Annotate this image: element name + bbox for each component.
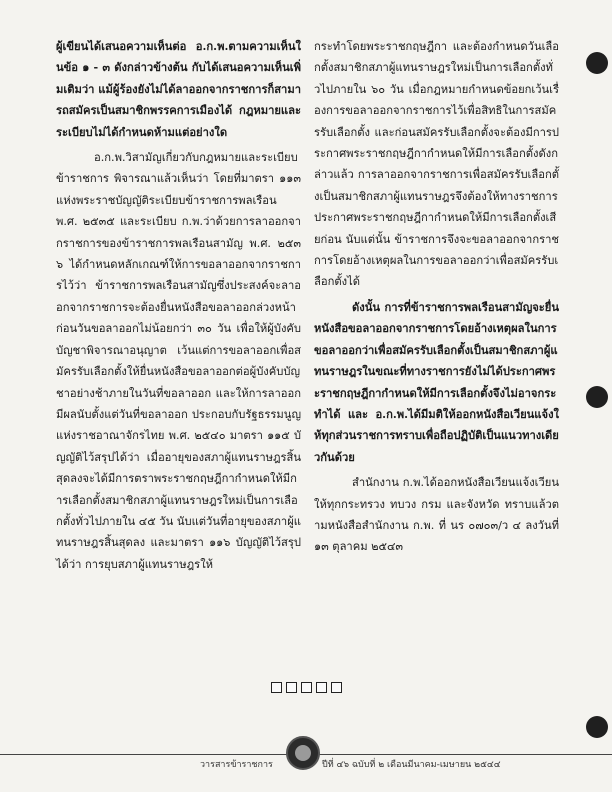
section-separator xyxy=(0,682,612,693)
footer-journal-name: วารสารข้าราชการ xyxy=(200,760,273,770)
page-number-seal-icon xyxy=(286,736,320,770)
paragraph-opinion: ผู้เขียนได้เสนอความเห็นต่อ อ.ก.พ.ตามความเห็นในข้อ ๑ - ๓ ดังกล่าวข้างต้น กับได้เสนอความเห็นเพิ่มเติมว่า แม้ผู้ร้องยังไม่ได้ลาออกจากราชการก็สามารถสมัครเป็นสมาชิกพรรคการเมืองได้ กฎหมายและระเบียบไม่ได้กำหนดห้ามแต่อย่างใด xyxy=(56,39,301,139)
separator-box-icon xyxy=(286,682,297,693)
footer-issue-info: ปีที่ ๔๖ ฉบับที่ ๒ เดือนมีนาคม-เมษายน ๒๕๔๔ xyxy=(322,760,501,770)
binding-hole-icon xyxy=(586,716,608,738)
separator-box-icon xyxy=(316,682,327,693)
paragraph-circular-letter: สำนักงาน ก.พ.ได้ออกหนังสือเวียนแจ้งเวียนให้ทุกกระทรวง ทบวง กรม และจังหวัด ทราบแล้วตามหนังสือสำนักงาน ก.พ. ที่ นร ๐๗๐๓/ว ๔ ลงวันที่ ๑๓ ตุลาคม ๒๕๔๓ xyxy=(314,476,559,554)
paragraph-committee-consideration: อ.ก.พ.วิสามัญเกี่ยวกับกฎหมายและระเบียบข้าราชการ พิจารณาแล้วเห็นว่า โดยที่มาตรา ๑๑๓ แห่งพระราชบัญญัติระเบียบข้าราชการพลเรือน พ.ศ. ๒๕๓๕ และระเบียบ ก.พ.ว่าด้วยการลาออกจากราชการของข้าราชการพลเรือนสามัญ พ.ศ. ๒๕๓๖ ได้กำหนดหลักเกณฑ์ให้การขอลาออกจากราชการไว้ว่า ข้าราชการพลเรือนสามัญซึ่งประสงค์จะลาออกจากราชการจะต้องยื่นหนังสือขอลาออกล่วงหน้าก่อนวันขอลาออกไม่น้อยกว่า ๓๐ วัน เพื่อให้ผู้บังคับบัญชาพิจารณาอนุญาต เว้นแต่การขอลาออกเพื่อสมัครรับเลือกตั้งให้ยื่นหนังสือขอลาออกต่อผู้บังคับบัญชาอย่างช้าภายในวันที่ขอลาออก และให้การลาออกมีผลนับตั้งแต่วันที่ขอลาออก ประกอบกับรัฐธรรมนูญแห่งราชอาณาจักรไทย พ.ศ. ๒๕๔๐ มาตรา ๑๑๕ บัญญัติไว้สรุปได้ว่า เมื่ออายุของสภาผู้แทนราษฎรสิ้นสุดลงจะได้มีการตราพระราชกฤษฎีกากำหนดให้มีการเลือกตั้งสมาชิกสภาผู้แทนราษฎรใหม่เป็นการเลือกตั้งทั่วไปภายใน ๔๕ วัน นับแต่วันที่อายุของสภาผู้แทนราษฎรสิ้นสุดลง และมาตรา ๑๑๖ บัญญัติไว้สรุปได้ว่า การยุบสภาผู้แทนราษฎรให้ xyxy=(56,151,301,571)
separator-box-icon xyxy=(271,682,282,693)
right-column xyxy=(314,36,559,558)
separator-box-icon xyxy=(331,682,342,693)
binding-hole-icon xyxy=(586,386,608,408)
paragraph-election-decree: กระทำโดยพระราชกฤษฎีกา และต้องกำหนดวันเลือกตั้งสมาชิกสภาผู้แทนราษฎรใหม่เป็นการเลือกตั้งทั่วไปภายใน ๖๐ วัน เมื่อกฎหมายกำหนดข้อยกเว้นเรื่องการขอลาออกจากราชการไว้เพื่อสิทธิในการสมัครรับเลือกตั้ง และก่อนสมัครรับเลือกตั้งจะต้องมีการประกาศพระราชกฤษฎีกากำหนดให้มีการเลือกตั้งดังกล่าวแล้ว การลาออกจากราชการเพื่อสมัครรับเลือกตั้งเป็นสมาชิกสภาผู้แทนราษฎรจึงต้องให้ทางราชการประกาศพระราชกฤษฎีกากำหนดให้มีการเลือกตั้งเสียก่อน นับแต่นั้น ข้าราชการจึงจะขอลาออกจากราชการโดยอ้างเหตุผลในการขอลาออกว่าเพื่อสมัครรับเลือกตั้งได้ xyxy=(314,40,559,289)
binding-hole-icon xyxy=(586,52,608,74)
separator-box-icon xyxy=(301,682,312,693)
left-column xyxy=(56,36,301,575)
paragraph-conclusion: ดังนั้น การที่ข้าราชการพลเรือนสามัญจะยื่นหนังสือขอลาออกจากราชการโดยอ้างเหตุผลในการขอลาออกว่าเพื่อสมัครรับเลือกตั้งเป็นสมาชิกสภาผู้แทนราษฎรในขณะที่ทางราชการยังไม่ได้ประกาศพระราชกฤษฎีกากำหนดให้มีการเลือกตั้งจึงไม่อาจกระทำได้ และ อ.ก.พ.ได้มีมติให้ออกหนังสือเวียนแจ้งให้ทุกส่วนราชการทราบเพื่อถือปฏิบัติเป็นแนวทางเดียวกันด้วย xyxy=(314,299,559,464)
